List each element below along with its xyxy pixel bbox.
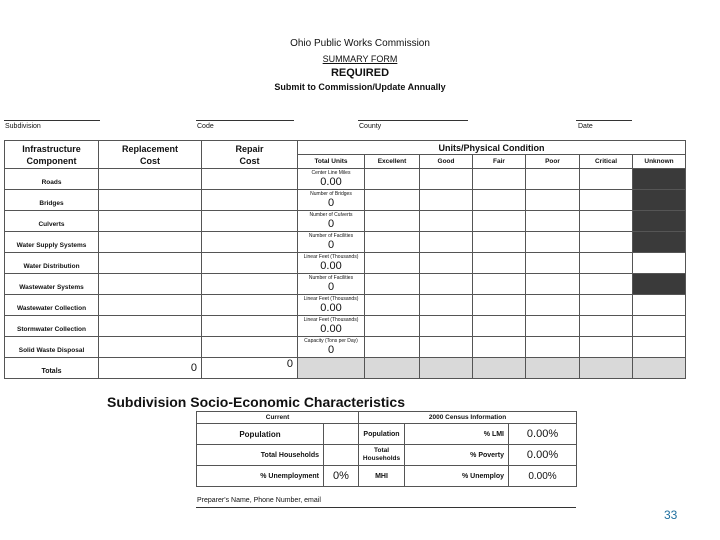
unit-value: 0 <box>327 281 335 293</box>
total-units-cell <box>298 211 365 232</box>
col-total-units: Total Units <box>298 155 365 169</box>
repair-cost-cell[interactable] <box>202 295 298 316</box>
condition-cell[interactable] <box>420 274 473 295</box>
totals-label: Totals <box>5 358 99 379</box>
repair-cost-cell[interactable] <box>202 337 298 358</box>
condition-cell[interactable] <box>365 232 420 253</box>
col-repair-1: Repair <box>235 143 264 154</box>
unit-label: Linear Feet (Thousands) <box>303 317 359 323</box>
population-value[interactable] <box>324 424 359 445</box>
unit-label: Number of Culverts <box>309 212 353 218</box>
replacement-cost-cell[interactable] <box>99 274 202 295</box>
unknown-cell[interactable] <box>633 316 686 337</box>
households2-line1: Total <box>373 447 390 454</box>
total-units-cell <box>298 253 365 274</box>
col-infrastructure-1: Infrastructure <box>22 143 81 154</box>
total-units-cell <box>298 274 365 295</box>
totals-row <box>5 358 686 379</box>
totals-replacement: 0 <box>99 358 202 379</box>
table-row <box>5 274 686 295</box>
condition-cell[interactable] <box>420 337 473 358</box>
total-units-cell <box>298 337 365 358</box>
socio-title: Subdivision Socio-Economic Characteristics <box>107 394 405 410</box>
condition-cell[interactable] <box>420 253 473 274</box>
condition-cell[interactable] <box>526 232 580 253</box>
repair-cost-cell[interactable] <box>202 232 298 253</box>
units-condition-header: Units/Physical Condition <box>298 141 686 155</box>
totals-blank-cell <box>633 358 686 379</box>
row-component: Solid Waste Disposal <box>5 337 99 358</box>
current-header: Current <box>197 412 359 424</box>
replacement-cost-cell[interactable] <box>99 211 202 232</box>
condition-cell[interactable] <box>473 274 526 295</box>
totals-blank-cell <box>526 358 580 379</box>
col-condition-poor: Poor <box>526 155 580 169</box>
households2-line2: Households <box>362 455 401 462</box>
total-units-cell <box>298 316 365 337</box>
table-row <box>5 211 686 232</box>
row-component: Water Distribution <box>5 253 99 274</box>
table-row <box>5 295 686 316</box>
repair-cost-cell[interactable] <box>202 211 298 232</box>
condition-cell[interactable] <box>526 211 580 232</box>
households-value[interactable] <box>324 445 359 466</box>
condition-cell[interactable] <box>420 316 473 337</box>
replacement-cost-cell[interactable] <box>99 190 202 211</box>
subdivision-field[interactable] <box>4 120 100 121</box>
totals-blank-cell <box>420 358 473 379</box>
county-field[interactable] <box>358 120 468 121</box>
col-condition-critical: Critical <box>580 155 633 169</box>
totals-blank-cell <box>298 358 365 379</box>
table-row <box>5 337 686 358</box>
table-row <box>5 253 686 274</box>
replacement-cost-cell[interactable] <box>99 316 202 337</box>
condition-cell[interactable] <box>420 211 473 232</box>
repair-cost-cell[interactable] <box>202 253 298 274</box>
repair-cost-cell[interactable] <box>202 169 298 190</box>
condition-cell[interactable] <box>473 337 526 358</box>
unknown-cell[interactable] <box>633 274 686 295</box>
condition-cell[interactable] <box>580 190 633 211</box>
col-infrastructure-2: Component <box>26 155 77 166</box>
unemploy-label: % Unemploy <box>405 466 509 487</box>
col-replacement <box>99 141 202 169</box>
population-label: Population <box>197 424 324 445</box>
total-units-cell <box>298 232 365 253</box>
unknown-cell[interactable] <box>633 169 686 190</box>
poverty-value[interactable]: 0.00% <box>509 445 577 466</box>
unit-value: 0 <box>327 218 335 230</box>
col-repair-2: Cost <box>239 155 260 166</box>
condition-cell[interactable] <box>526 274 580 295</box>
unit-label: Number of Bridges <box>310 191 352 197</box>
unemploy-value[interactable]: 0.00% <box>509 466 577 487</box>
condition-cell[interactable] <box>473 295 526 316</box>
col-repair <box>202 141 298 169</box>
page-number: 33 <box>664 508 678 522</box>
condition-cell[interactable] <box>420 232 473 253</box>
condition-cell[interactable] <box>580 316 633 337</box>
socio-table <box>196 411 577 487</box>
replacement-cost-cell[interactable] <box>99 295 202 316</box>
condition-cell[interactable] <box>365 316 420 337</box>
condition-cell[interactable] <box>365 190 420 211</box>
submit-instruction: Submit to Commission/Update Annually <box>274 82 446 92</box>
households-label: Total Households <box>197 445 324 466</box>
total-units-cell <box>298 190 365 211</box>
row-component: Roads <box>5 169 99 190</box>
condition-cell[interactable] <box>580 232 633 253</box>
totals-blank-cell <box>365 358 420 379</box>
unknown-cell[interactable] <box>633 232 686 253</box>
table-row <box>5 169 686 190</box>
unknown-cell[interactable] <box>633 337 686 358</box>
code-field[interactable] <box>196 120 294 121</box>
date-field[interactable] <box>576 120 632 121</box>
lmi-value[interactable]: 0.00% <box>509 424 577 445</box>
row-component: Wastewater Collection <box>5 295 99 316</box>
row-component: Bridges <box>5 190 99 211</box>
table-row <box>5 190 686 211</box>
unknown-cell[interactable] <box>633 295 686 316</box>
county-label: County <box>359 123 382 130</box>
replacement-cost-cell[interactable] <box>99 232 202 253</box>
unknown-cell[interactable] <box>633 211 686 232</box>
totals-blank-cell <box>473 358 526 379</box>
poverty-label: % Poverty <box>405 445 509 466</box>
condition-cell[interactable] <box>420 190 473 211</box>
code-label: Code <box>197 123 214 130</box>
unit-value: 0.00 <box>320 176 342 188</box>
repair-cost-cell[interactable] <box>202 274 298 295</box>
mhi-label: MHI <box>359 466 405 487</box>
required-label: REQUIRED <box>330 67 390 79</box>
replacement-cost-cell[interactable] <box>99 169 202 190</box>
col-infrastructure <box>5 141 99 169</box>
condition-cell[interactable] <box>420 169 473 190</box>
total-units-cell <box>298 295 365 316</box>
condition-cell[interactable] <box>526 190 580 211</box>
infrastructure-table <box>4 140 686 379</box>
unknown-cell[interactable] <box>633 190 686 211</box>
condition-cell[interactable] <box>365 295 420 316</box>
totals-repair: 0 <box>202 358 298 379</box>
condition-cell[interactable] <box>580 253 633 274</box>
unit-label: Number of Facilities <box>308 275 354 281</box>
repair-cost-cell[interactable] <box>202 316 298 337</box>
unknown-cell[interactable] <box>633 253 686 274</box>
col-replacement-2: Cost <box>140 155 160 166</box>
org-title: Ohio Public Works Commission <box>290 38 430 49</box>
col-condition-fair: Fair <box>473 155 526 169</box>
totals-blank-cell <box>580 358 633 379</box>
subdivision-label: Subdivision <box>5 123 41 130</box>
condition-cell[interactable] <box>526 337 580 358</box>
households2-label <box>359 445 405 466</box>
unit-label: Number of Facilities <box>308 233 354 239</box>
lmi-label: % LMI <box>405 424 509 445</box>
condition-cell[interactable] <box>365 253 420 274</box>
form-title: SUMMARY FORM <box>322 54 398 64</box>
population2-label: Population <box>359 424 405 445</box>
condition-cell[interactable] <box>580 274 633 295</box>
row-component: Culverts <box>5 211 99 232</box>
row-component: Wastewater Systems <box>5 274 99 295</box>
condition-cell[interactable] <box>365 169 420 190</box>
unit-value: 0.00 <box>320 323 342 335</box>
condition-cell[interactable] <box>580 211 633 232</box>
unit-label: Capacity (Tons per Day) <box>304 338 358 344</box>
condition-cell[interactable] <box>580 169 633 190</box>
total-units-cell <box>298 169 365 190</box>
condition-cell[interactable] <box>526 253 580 274</box>
date-label: Date <box>578 123 593 130</box>
replacement-cost-cell[interactable] <box>99 337 202 358</box>
condition-cell[interactable] <box>580 337 633 358</box>
preparer-field[interactable] <box>196 507 576 508</box>
unit-label: Linear Feet (Thousands) <box>303 296 359 302</box>
replacement-cost-cell[interactable] <box>99 253 202 274</box>
row-component: Stormwater Collection <box>5 316 99 337</box>
condition-cell[interactable] <box>365 274 420 295</box>
condition-cell[interactable] <box>473 253 526 274</box>
unemployment-label: % Unemployment <box>197 466 324 487</box>
condition-cell[interactable] <box>526 169 580 190</box>
condition-cell[interactable] <box>473 232 526 253</box>
condition-cell[interactable] <box>580 295 633 316</box>
col-condition-excellent: Excellent <box>365 155 420 169</box>
condition-cell[interactable] <box>526 316 580 337</box>
table-row <box>5 316 686 337</box>
unit-label: Center Line Miles <box>311 170 351 176</box>
table-row <box>5 232 686 253</box>
unit-value: 0.00 <box>320 302 342 314</box>
condition-cell[interactable] <box>473 190 526 211</box>
condition-cell[interactable] <box>365 337 420 358</box>
unit-value: 0 <box>327 239 335 251</box>
unemployment-value[interactable]: 0% <box>324 466 359 487</box>
row-component: Water Supply Systems <box>5 232 99 253</box>
col-condition-good: Good <box>420 155 473 169</box>
condition-cell[interactable] <box>420 295 473 316</box>
unit-value: 0 <box>327 344 335 356</box>
condition-cell[interactable] <box>526 295 580 316</box>
unit-value: 0.00 <box>320 260 342 272</box>
condition-cell[interactable] <box>473 169 526 190</box>
condition-cell[interactable] <box>365 211 420 232</box>
preparer-label: Preparer's Name, Phone Number, email <box>197 497 321 504</box>
unit-value: 0 <box>327 197 335 209</box>
census-header: 2000 Census Information <box>359 412 577 424</box>
col-replacement-1: Replacement <box>121 143 179 154</box>
col-condition-unknown: Unknown <box>633 155 686 169</box>
condition-cell[interactable] <box>473 211 526 232</box>
condition-cell[interactable] <box>473 316 526 337</box>
unit-label: Linear Feet (Thousands) <box>303 254 359 260</box>
repair-cost-cell[interactable] <box>202 190 298 211</box>
